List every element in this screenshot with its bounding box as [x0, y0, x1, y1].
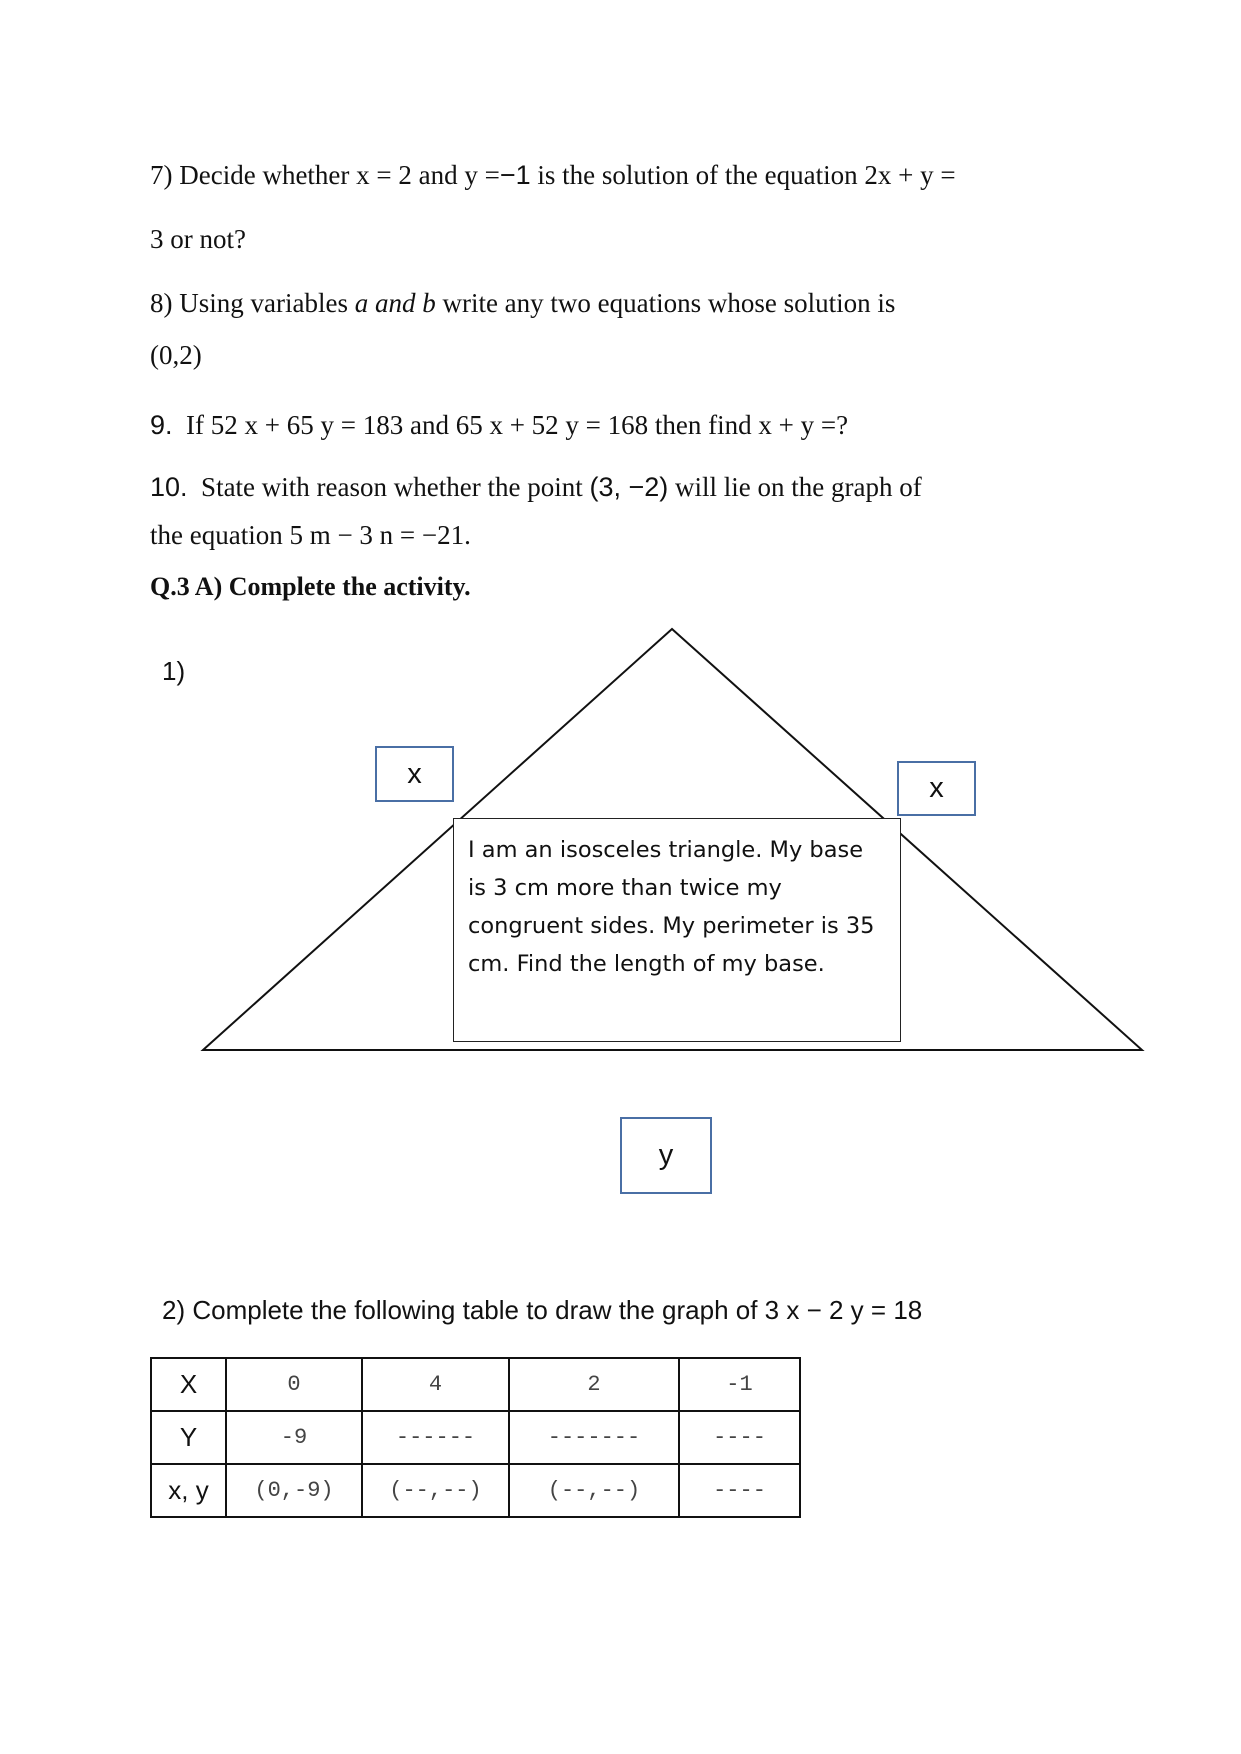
table-row-x — [151, 1358, 800, 1411]
values-table — [150, 1357, 801, 1518]
table-row-xy — [151, 1464, 800, 1517]
question-7-line-2: 3 or not? — [150, 224, 246, 254]
section-heading: Q.3 A) Complete the activity. — [150, 572, 471, 601]
question-8-line-2: (0,2) — [150, 340, 202, 370]
table-cell: ---- — [679, 1411, 800, 1464]
question-10-line-1: 10. State with reason whether the point (3, −2) will lie on the graph of — [150, 472, 922, 502]
left-side-label-box: x — [375, 746, 454, 802]
table-cell: ------ — [362, 1411, 509, 1464]
table-cell: -9 — [226, 1411, 362, 1464]
right-side-label-box: x — [897, 761, 976, 816]
table-cell: Y — [151, 1411, 226, 1464]
table-cell: ------- — [509, 1411, 679, 1464]
table-cell: 2 — [509, 1358, 679, 1411]
question-7-line-1: 7) Decide whether x = 2 and y =−1 is the solution of the equation 2x + y = — [150, 160, 956, 190]
base-label-box: y — [620, 1117, 712, 1194]
activity-2-label: 2) Complete the following table to draw the graph of 3 x − 2 y = 18 — [162, 1295, 923, 1325]
question-10-line-2: the equation 5 m − 3 n = −21. — [150, 520, 471, 550]
table-cell: -1 — [679, 1358, 800, 1411]
table-cell: (--,--) — [509, 1464, 679, 1517]
table-row-y — [151, 1411, 800, 1464]
activity-1-label: 1) — [162, 656, 186, 686]
table-cell: x, y — [151, 1464, 226, 1517]
variables-a-and-b: a and b — [354, 288, 436, 318]
table-cell: (--,--) — [362, 1464, 509, 1517]
table-cell: 4 — [362, 1358, 509, 1411]
table-cell: 0 — [226, 1358, 362, 1411]
question-9: 9. If 52 x + 65 y = 183 and 65 x + 52 y = 168 then find x + y =? — [150, 410, 849, 440]
table-cell: X — [151, 1358, 226, 1411]
problem-text-box: I am an isosceles triangle. My base is 3 cm more than twice my congruent sides. My perimeter is 35 cm. Find the length of my base. — [453, 818, 901, 1042]
table-cell: (0,-9) — [226, 1464, 362, 1517]
table-cell: ---- — [679, 1464, 800, 1517]
question-8-line-1: 8) Using variables a and b write any two equations whose solution is — [150, 288, 896, 318]
